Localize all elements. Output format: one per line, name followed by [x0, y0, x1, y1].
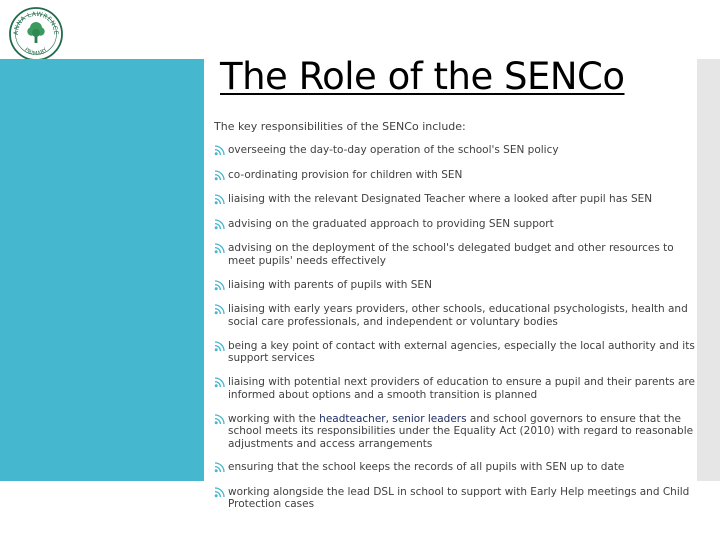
responsibility-text: working alongside the lead DSL in school to support with Early Help meetings and Child Protection cases	[228, 485, 690, 510]
responsibility-item	[214, 303, 704, 328]
rss-feed-icon	[214, 218, 227, 230]
responsibility-item	[214, 486, 704, 511]
responsibility-item	[214, 279, 704, 292]
responsibility-item	[214, 340, 704, 365]
responsibility-text: liaising with potential next providers of education to ensure a pupil and their parents are informed about options and a smooth transition is planned	[228, 376, 695, 401]
rss-feed-icon	[214, 340, 227, 352]
slide-intro: The key responsibilities of the SENCo include:	[214, 120, 466, 133]
responsibility-item	[214, 413, 704, 451]
responsibility-item	[214, 376, 704, 401]
responsibility-item	[214, 242, 704, 267]
responsibility-item	[214, 169, 704, 182]
logo-text-bottom: PRIMARY	[23, 47, 49, 58]
responsibility-text: advising on the deployment of the school's delegated budget and other resources to meet pupils' needs effectively	[228, 242, 674, 267]
rss-feed-icon	[214, 144, 227, 156]
responsibility-text: co-ordinating provision for children with SEN	[228, 168, 463, 181]
responsibility-text: ensuring that the school keeps the records of all pupils with SEN up to date	[228, 461, 625, 473]
rss-feed-icon	[214, 303, 227, 315]
responsibility-item	[214, 193, 704, 206]
rss-feed-icon	[214, 376, 227, 388]
slide-title: The Role of the SENCo	[220, 55, 625, 98]
rss-feed-icon	[214, 279, 227, 291]
logo-text-top: ANNA LAWRENCE	[12, 10, 60, 36]
responsibility-item	[214, 461, 704, 474]
rss-feed-icon	[214, 486, 227, 498]
responsibility-text: advising on the graduated approach to providing SEN support	[228, 217, 554, 230]
rss-feed-icon	[214, 242, 227, 254]
rss-feed-icon	[214, 169, 227, 181]
accent-band-left	[0, 59, 204, 481]
responsibility-item	[214, 144, 704, 157]
responsibility-text: being a key point of contact with external agencies, especially the local authority and its support services	[228, 339, 695, 364]
rss-feed-icon	[214, 413, 227, 425]
rss-feed-icon	[214, 461, 227, 473]
rss-feed-icon	[214, 193, 227, 205]
responsibility-text: overseeing the day-to-day operation of the school's SEN policy	[228, 144, 559, 156]
responsibility-text: liaising with early years providers, other schools, educational psychologists, health and social care professionals, and independent or voluntary bodies	[228, 303, 688, 328]
responsibility-text: and school governors to ensure that the school meets its responsibilities under the Equality Act (2010) with regard to reasonable adjustments and access arrangements	[228, 412, 694, 450]
responsibility-text: liaising with parents of pupils with SEN	[228, 278, 432, 291]
school-logo	[8, 6, 64, 62]
responsibility-text: working with the	[228, 412, 320, 425]
responsibility-item	[214, 218, 704, 231]
responsibility-text: liaising with the relevant Designated Teacher where a looked after pupil has SEN	[228, 193, 653, 205]
highlighted-text: headteacher, senior leaders	[319, 412, 467, 425]
